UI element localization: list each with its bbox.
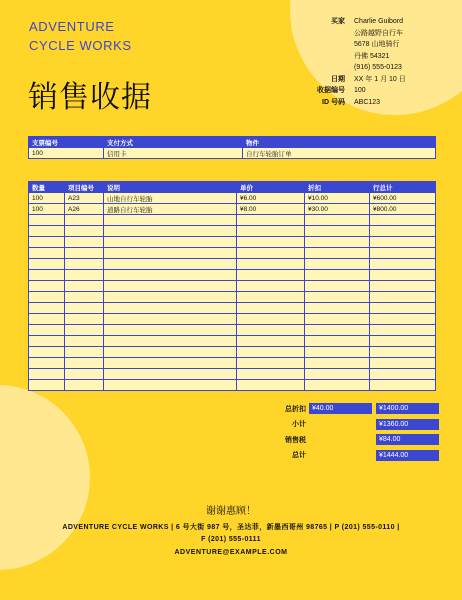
table-row: [29, 358, 436, 369]
table-cell: [104, 358, 237, 369]
info-value: ABC123: [354, 98, 381, 106]
table-cell: [104, 248, 237, 259]
table-cell: 山地自行车轮胎: [104, 193, 237, 204]
table-cell: [237, 215, 305, 226]
buyer-info: [270, 16, 460, 108]
table-cell: [305, 325, 370, 336]
footer-address: [45, 522, 417, 545]
table-cell: [370, 292, 436, 303]
subtotal-label: 小计: [292, 421, 306, 428]
table-cell: 道路自行车轮胎: [104, 204, 237, 215]
table-row: [29, 193, 436, 204]
table-cell: [104, 270, 237, 281]
table-row: [29, 270, 436, 281]
table-cell: [65, 358, 104, 369]
total-discount-value: ¥40.00: [309, 403, 372, 414]
tax-row: [270, 434, 439, 445]
payment-cell-method: 信用卡: [104, 148, 243, 159]
table-cell: ¥800.00: [370, 204, 436, 215]
table-cell: [237, 259, 305, 270]
table-cell: [65, 314, 104, 325]
table-cell: [305, 303, 370, 314]
info-value: 100: [354, 87, 366, 94]
table-row: [29, 369, 436, 380]
table-cell: [65, 292, 104, 303]
table-cell: [104, 314, 237, 325]
table-cell: [29, 325, 65, 336]
info-value: (916) 555-0123: [354, 64, 402, 71]
table-cell: [305, 226, 370, 237]
info-key: 买家: [331, 18, 345, 25]
table-cell: [370, 314, 436, 325]
payment-cell-check: 100: [29, 148, 104, 159]
table-cell: [370, 303, 436, 314]
items-header-row: [29, 182, 436, 193]
table-cell: [104, 347, 237, 358]
table-cell: [65, 325, 104, 336]
table-cell: [65, 281, 104, 292]
table-cell: [65, 380, 104, 391]
payment-header-check: 支票编号: [29, 137, 104, 148]
company-name-line1: ADVENTURE: [29, 19, 115, 34]
subtotal-row: [270, 419, 439, 430]
table-cell: [29, 215, 65, 226]
table-cell: [29, 237, 65, 248]
info-value: 公路越野自行车: [354, 29, 403, 37]
table-row: [29, 325, 436, 336]
table-cell: [65, 336, 104, 347]
info-key: [270, 28, 354, 40]
table-cell: [29, 347, 65, 358]
table-cell: ¥10.00: [305, 193, 370, 204]
tax-value: ¥84.00: [376, 434, 439, 445]
totals-block: [270, 403, 439, 465]
table-cell: [104, 336, 237, 347]
table-cell: [237, 347, 305, 358]
table-cell: [65, 248, 104, 259]
table-row: [29, 347, 436, 358]
table-cell: [104, 259, 237, 270]
table-cell: [29, 314, 65, 325]
table-cell: [104, 292, 237, 303]
table-cell: [370, 358, 436, 369]
table-row: [29, 215, 436, 226]
table-cell: [305, 369, 370, 380]
table-cell: ¥30.00: [305, 204, 370, 215]
total-discount-amount: ¥1400.00: [376, 403, 439, 414]
items-header-price: 单价: [237, 182, 305, 193]
table-cell: [237, 237, 305, 248]
info-row: [270, 74, 460, 86]
table-cell: [237, 248, 305, 259]
table-cell: [305, 270, 370, 281]
table-cell: [370, 215, 436, 226]
table-cell: [29, 380, 65, 391]
table-cell: [29, 292, 65, 303]
table-row: [29, 248, 436, 259]
table-cell: [305, 215, 370, 226]
table-cell: [104, 369, 237, 380]
table-cell: [237, 358, 305, 369]
table-row: [29, 259, 436, 270]
table-cell: [104, 281, 237, 292]
items-body: [29, 193, 436, 391]
table-cell: ¥600.00: [370, 193, 436, 204]
table-cell: [370, 380, 436, 391]
thanks-message: 谢谢惠顾！: [206, 506, 256, 517]
table-cell: [104, 237, 237, 248]
items-header-qty: 数量: [29, 182, 65, 193]
total-discount-label: 总折扣: [285, 405, 306, 413]
table-cell: [237, 380, 305, 391]
table-cell: [104, 226, 237, 237]
table-cell: [29, 248, 65, 259]
company-name-line2: CYCLE WORKS: [29, 38, 132, 53]
table-cell: [237, 270, 305, 281]
info-row: [270, 28, 460, 40]
table-cell: [305, 237, 370, 248]
table-cell: [65, 347, 104, 358]
payment-table: [28, 136, 436, 159]
table-cell: [370, 325, 436, 336]
info-key: 日期: [331, 75, 345, 83]
info-value: Charlie Guibord: [354, 18, 404, 25]
table-cell: [370, 259, 436, 270]
table-row: [29, 314, 436, 325]
info-key: ID 号码: [322, 98, 345, 106]
footer-email: ADVENTURE@EXAMPLE.COM: [174, 549, 288, 556]
info-row: [270, 16, 460, 28]
table-cell: [65, 226, 104, 237]
table-cell: [104, 380, 237, 391]
tax-label: 销售税: [285, 436, 306, 444]
table-cell: [65, 237, 104, 248]
table-cell: [29, 226, 65, 237]
info-key: 收据编号: [317, 87, 345, 94]
table-cell: [104, 215, 237, 226]
info-key: [270, 39, 354, 51]
grand-total-value: ¥1444.00: [376, 450, 439, 461]
payment-header-method: 支付方式: [104, 137, 243, 148]
table-cell: [65, 369, 104, 380]
payment-header-item: 物件: [243, 137, 436, 148]
items-header-line-total: 行总计: [370, 182, 436, 193]
table-cell: [370, 369, 436, 380]
subtotal-value: ¥1360.00: [376, 419, 439, 430]
table-cell: [237, 226, 305, 237]
table-cell: [370, 270, 436, 281]
info-row: [270, 97, 460, 109]
items-header-discount: 折扣: [305, 182, 370, 193]
table-cell: [305, 358, 370, 369]
info-key: [270, 51, 354, 63]
table-cell: [237, 314, 305, 325]
table-cell: [370, 336, 436, 347]
table-cell: [104, 303, 237, 314]
table-cell: ¥8.00: [237, 204, 305, 215]
info-row: [270, 85, 460, 97]
grand-total-label: 总计: [292, 452, 306, 459]
table-row: [29, 281, 436, 292]
table-cell: [65, 259, 104, 270]
info-row: [270, 51, 460, 63]
table-cell: ¥6.00: [237, 193, 305, 204]
info-value: 5678 山地骑行: [354, 41, 400, 48]
table-cell: [305, 292, 370, 303]
table-row: [29, 237, 436, 248]
table-row: [29, 303, 436, 314]
items-header-item-no: 项目编号: [65, 182, 104, 193]
table-cell: [305, 336, 370, 347]
table-cell: [65, 270, 104, 281]
table-cell: [104, 325, 237, 336]
table-cell: [237, 303, 305, 314]
table-row: [29, 336, 436, 347]
table-cell: [237, 325, 305, 336]
info-key: [270, 62, 354, 74]
table-row: [29, 380, 436, 391]
table-cell: A26: [65, 204, 104, 215]
table-cell: [29, 336, 65, 347]
table-cell: [305, 281, 370, 292]
table-cell: A23: [65, 193, 104, 204]
payment-row: [29, 148, 436, 159]
table-cell: [237, 336, 305, 347]
info-row: [270, 39, 460, 51]
page-title: 销售收据: [28, 80, 152, 115]
items-table: [28, 181, 436, 391]
table-cell: [237, 292, 305, 303]
table-row: [29, 226, 436, 237]
table-cell: [29, 259, 65, 270]
table-cell: [370, 248, 436, 259]
table-cell: [305, 314, 370, 325]
footer-line1: ADVENTURE CYCLE WORKS | 6 号大街 987 号，圣达菲，新墨西哥州 98765 | P (201) 555-0110 |: [62, 524, 400, 531]
info-value: XX 年 1 月 10 日: [354, 75, 406, 83]
info-value: 丹佛 54321: [354, 52, 390, 60]
table-cell: [370, 281, 436, 292]
table-cell: [237, 281, 305, 292]
table-cell: [305, 347, 370, 358]
table-cell: [370, 226, 436, 237]
table-cell: [305, 259, 370, 270]
table-cell: [305, 380, 370, 391]
table-cell: [305, 248, 370, 259]
table-cell: [370, 237, 436, 248]
footer-line2: F (201) 555-0111: [201, 535, 261, 543]
company-name: [29, 17, 132, 55]
table-cell: [237, 369, 305, 380]
total-discount-row: [270, 403, 439, 414]
items-header-desc: 说明: [104, 182, 237, 193]
table-cell: 100: [29, 193, 65, 204]
info-row: [270, 62, 460, 74]
table-row: [29, 292, 436, 303]
table-cell: [65, 303, 104, 314]
table-cell: 100: [29, 204, 65, 215]
table-cell: [29, 358, 65, 369]
table-cell: [65, 215, 104, 226]
table-row: [29, 204, 436, 215]
payment-cell-item: 自行车轮胎订单: [243, 148, 436, 159]
payment-header-row: [29, 137, 436, 148]
table-cell: [29, 303, 65, 314]
grand-total-row: [270, 450, 439, 461]
table-cell: [370, 347, 436, 358]
table-cell: [29, 270, 65, 281]
table-cell: [29, 369, 65, 380]
table-cell: [29, 281, 65, 292]
